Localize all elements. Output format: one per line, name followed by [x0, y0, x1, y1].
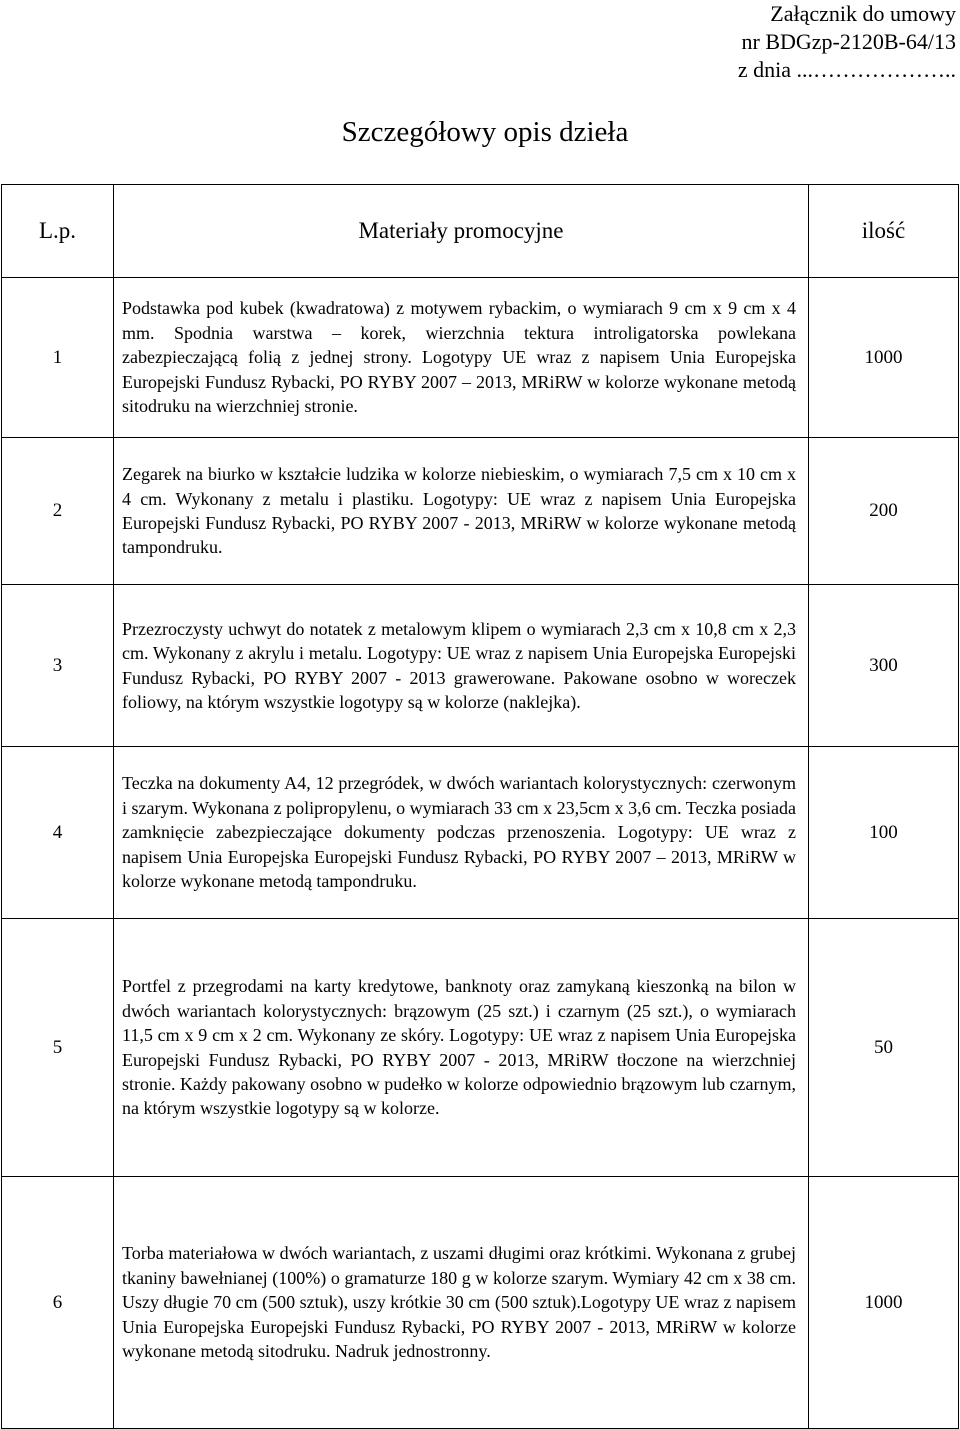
contract-date: z dnia ...………………..: [737, 57, 956, 82]
row-description: Portfel z przegrodami na karty kredytowe, banknoty oraz zamykaną kieszonką na bilon w dwóch wariantach kolorystycznych: brązowym (25 szt.) i czarnym (25 szt.), o wymiarach 11,5 cm x 9 cm x 2 cm. Wykonany ze skóry. Logotypy: UE wraz z napisem Unia Europejska Europejski Fundusz Rybacki, PO RYBY 2007 - 2013, MRiRW tłoczone na wierzchniej stronie. Każdy pakowany osobno w pudełko w kolorze odpowiednio brązowym lub czarnym, na którym wszystkie logotypy są w kolorze.: [122, 976, 796, 1119]
table-row: [2, 747, 959, 919]
row-description-cell: [114, 919, 809, 1177]
row-description-cell: [114, 278, 809, 438]
row-number: 1: [2, 278, 114, 438]
row-description: Torba materiałowa w dwóch wariantach, z uszami długimi oraz krótkimi. Wykonana z grubej tkaniny bawełnianej (100%) o gramaturze 180 g w kolorze szarym. Wymiary 42 cm x 38 cm. Uszy długie 70 cm (500 sztuk), uszy krótkie 30 cm (500 sztuk).Logotypy UE wraz z napisem Unia Europejska Europejski Fundusz Rybacki, PO RYBY 2007 - 2013, MRiRW w kolorze wykonane metodą sitodruku. Nadruk jednostronny.: [122, 1243, 796, 1362]
table-row: [2, 438, 959, 585]
table-row: [2, 278, 959, 438]
attachment-note-line: Załącznik do umowy: [770, 1, 956, 26]
table-row: [2, 919, 959, 1177]
header-qty: ilość: [809, 185, 959, 278]
row-quantity: 1000: [809, 1177, 959, 1429]
row-number: 6: [2, 1177, 114, 1429]
row-description: Teczka na dokumenty A4, 12 przegródek, w dwóch wariantach kolorystycznych: czerwonym i szarym. Wykonana z polipropylenu, o wymiarach 33 cm x 23,5cm x 3,6 cm. Teczka posiada zamknięcie zabezpieczające dokumenty podczas przenoszenia. Logotypy: UE wraz z napisem Unia Europejska Europejski Fundusz Rybacki, PO RYBY 2007 – 2013, MRiRW w kolorze wykonane metodą tampondruku.: [122, 773, 796, 892]
row-description-cell: [114, 747, 809, 919]
row-quantity: 200: [809, 438, 959, 585]
contract-number: nr BDGzp-2120B-64/13: [741, 29, 956, 54]
row-description: Przezroczysty uchwyt do notatek z metalowym klipem o wymiarach 2,3 cm x 10,8 cm x 2,3 cm. Wykonany z akrylu i metalu. Logotypy: UE wraz z napisem Unia Europejska Europejski Fundusz Rybacki, PO RYBY 2007 - 2013 grawerowane. Pakowane osobno w woreczek foliowy, na którym wszystkie logotypy są w kolorze (naklejka).: [122, 618, 796, 712]
row-description-cell: [114, 1177, 809, 1429]
table-header-row: [2, 185, 959, 278]
row-number: 2: [2, 438, 114, 585]
table-row: [2, 1177, 959, 1429]
row-description: Podstawka pod kubek (kwadratowa) z motywem rybackim, o wymiarach 9 cm x 9 cm x 4 mm. Spodnia warstwa – korek, wierzchnia tektura introligatorska powlekana zabezpieczającą folią z jednej strony. Logotypy UE wraz z napisem Unia Europejska Europejski Fundusz Rybacki, PO RYBY 2007 – 2013, MRiRW w kolorze wykonane metodą sitodruku na wierzchniej stronie.: [122, 298, 796, 417]
row-quantity: 300: [809, 585, 959, 747]
document-title: Szczegółowy opis dzieła: [341, 116, 629, 148]
row-number: 3: [2, 585, 114, 747]
row-quantity: 100: [809, 747, 959, 919]
row-description-cell: [114, 585, 809, 747]
row-description-cell: [114, 438, 809, 585]
header-name: Materiały promocyjne: [114, 185, 809, 278]
row-description: Zegarek na biurko w kształcie ludzika w kolorze niebieskim, o wymiarach 7,5 cm x 10 cm x 4 cm. Wykonany z metalu i plastiku. Logotypy: UE wraz z napisem Unia Europejska Europejski Fundusz Rybacki, PO RYBY 2007 - 2013, MRiRW w kolorze wykonane metodą tampondruku.: [122, 464, 796, 558]
attachment-note: [656, 0, 956, 84]
row-number: 4: [2, 747, 114, 919]
items-table: [1, 184, 959, 1429]
table-row: [2, 585, 959, 747]
row-quantity: 50: [809, 919, 959, 1177]
row-number: 5: [2, 919, 114, 1177]
header-lp: L.p.: [2, 185, 114, 278]
row-quantity: 1000: [809, 278, 959, 438]
